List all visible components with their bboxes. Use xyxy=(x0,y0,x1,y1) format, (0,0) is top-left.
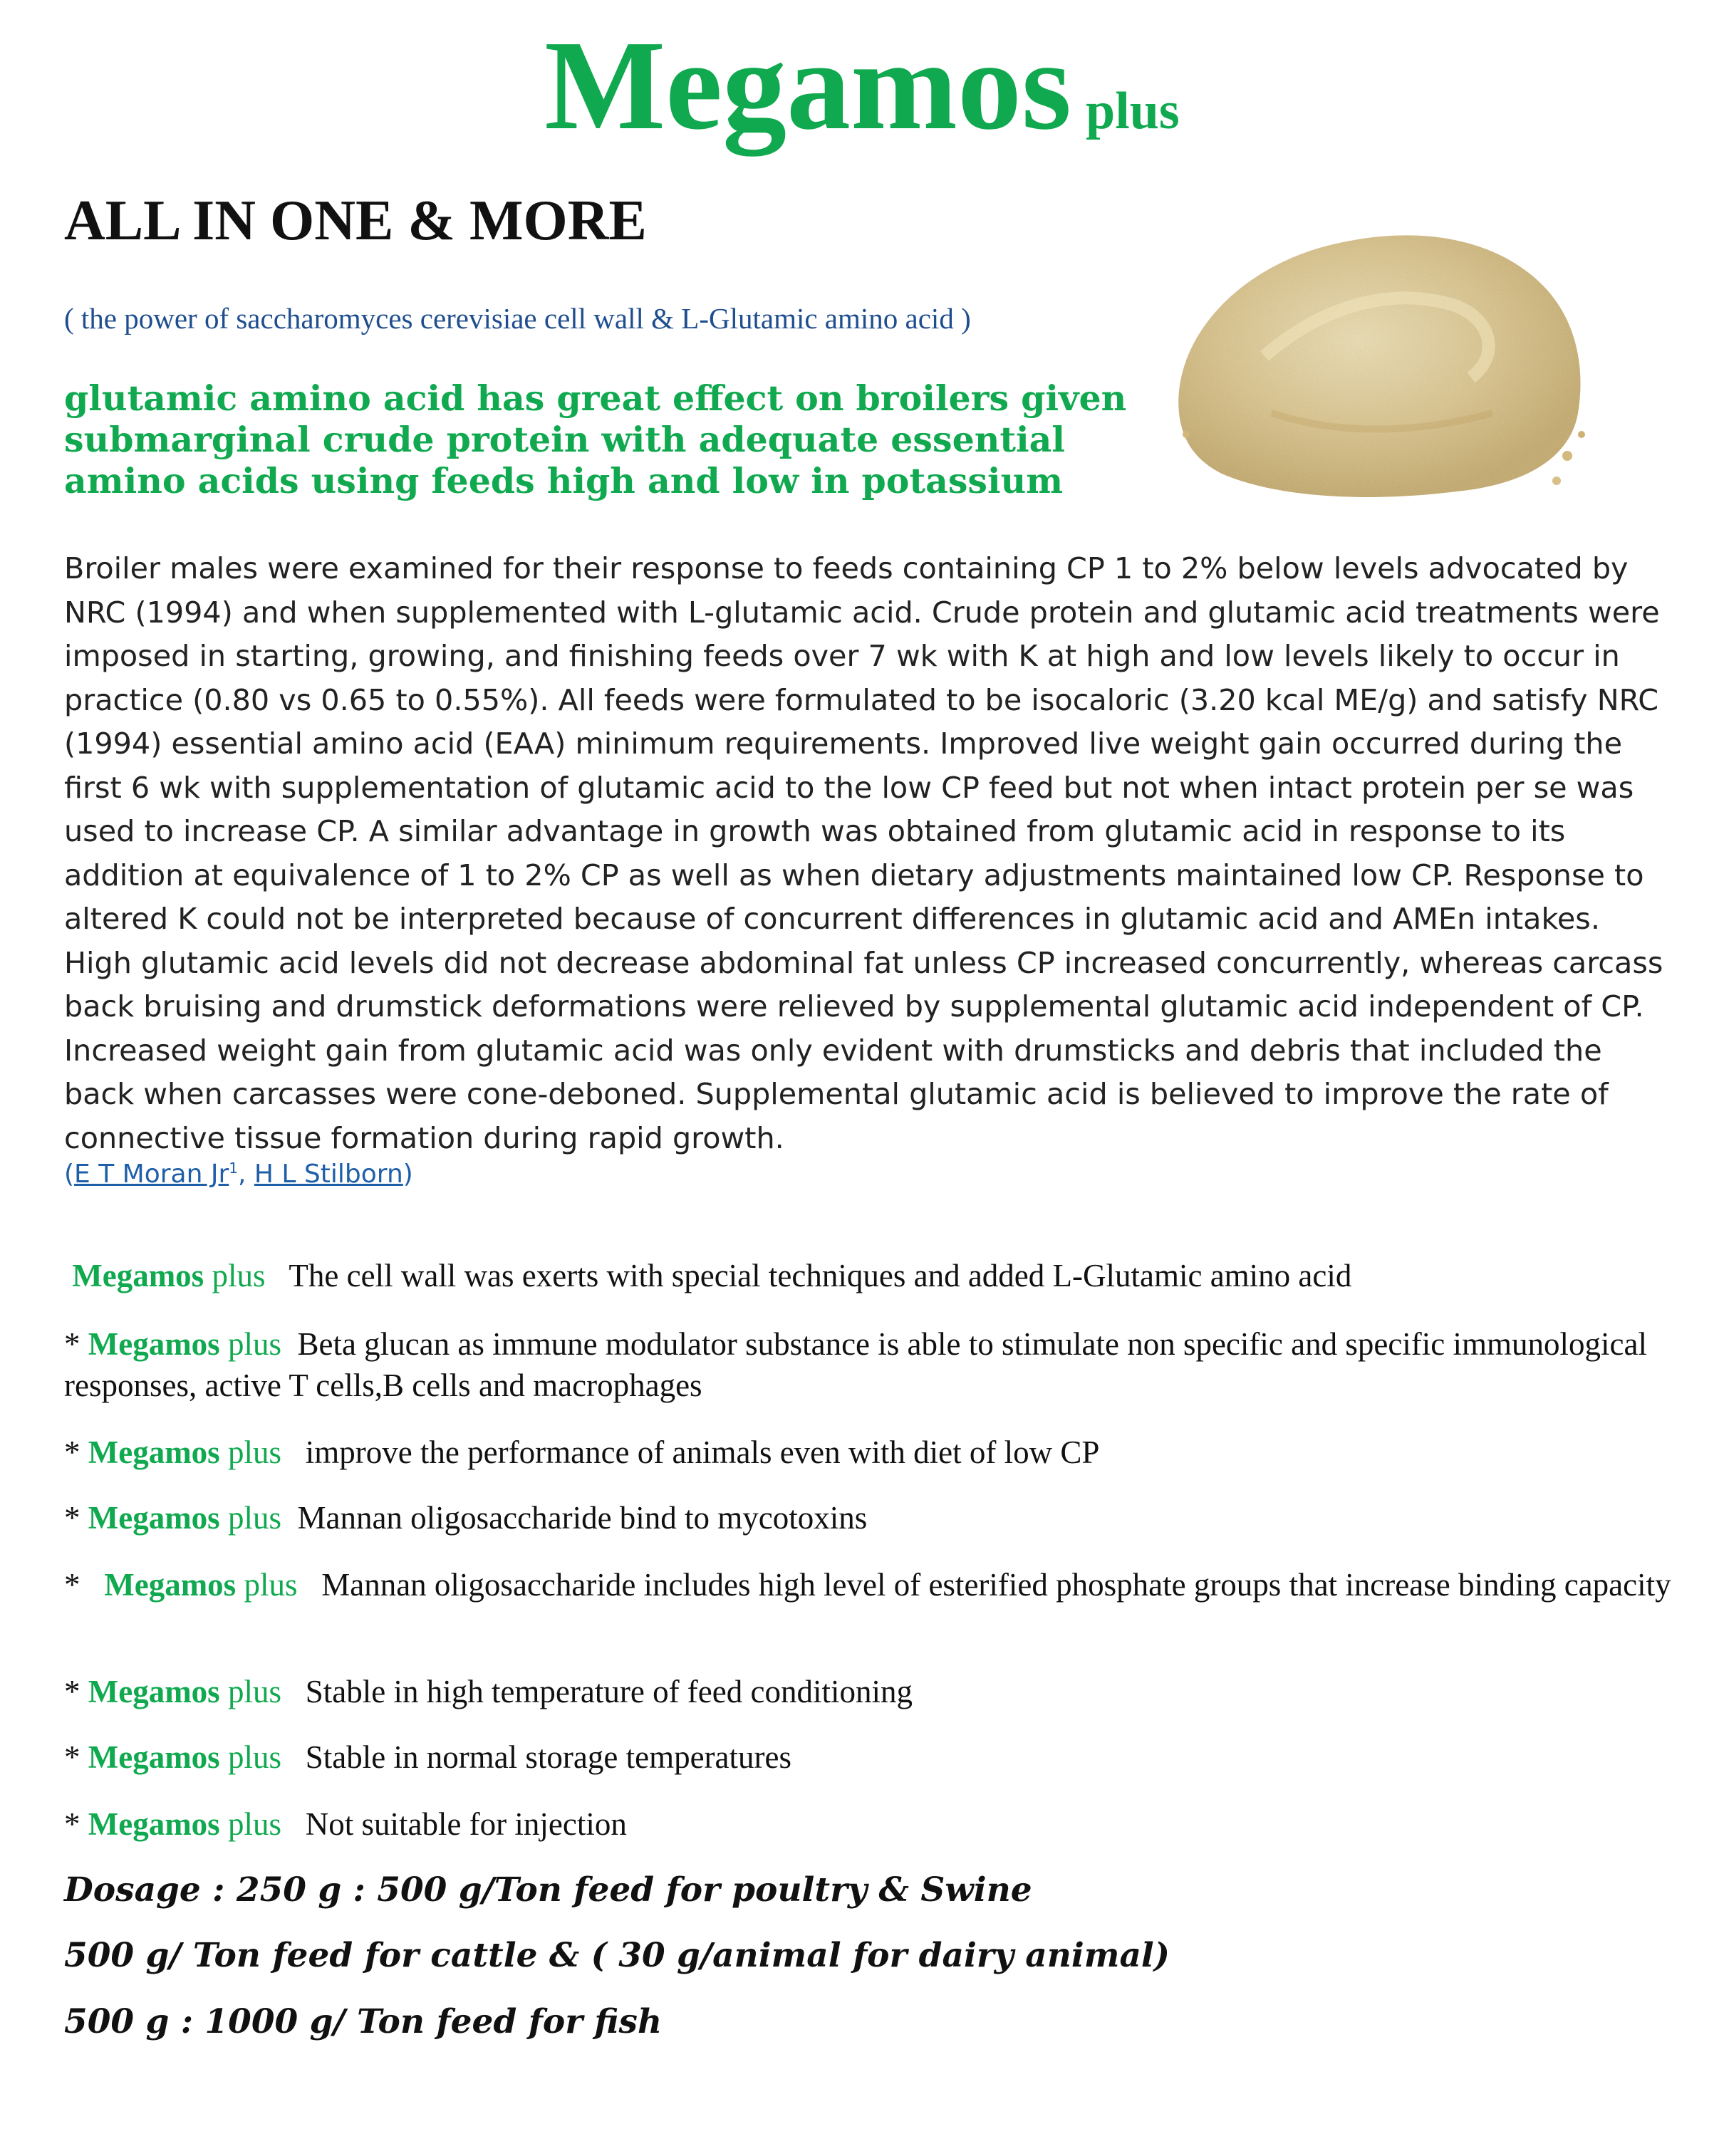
citation-separator: , xyxy=(238,1160,254,1189)
feature-brand: Megamos xyxy=(88,1326,220,1362)
feature-brand: Megamos xyxy=(88,1500,220,1536)
citation-open: ( xyxy=(64,1160,75,1189)
feature-bullet: * xyxy=(64,1434,81,1470)
feature-brand: Megamos xyxy=(104,1567,237,1603)
feature-item xyxy=(64,1671,1674,1712)
feature-bullet: * xyxy=(64,1806,81,1842)
feature-bullet: * xyxy=(64,1326,81,1362)
feature-text: Beta glucan as immune modulator substance is able to stimulate non specific and specific immunological responses, active T cells,B cells and macrophages xyxy=(64,1326,1647,1403)
feature-bullet: * xyxy=(64,1674,81,1709)
citation xyxy=(64,1160,413,1189)
feature-text: Mannan oligosaccharide bind to mycotoxins xyxy=(297,1500,868,1536)
feature-brand-suffix: plus xyxy=(227,1326,281,1362)
author-superscript: 1 xyxy=(229,1160,239,1177)
feature-brand-suffix: plus xyxy=(244,1567,298,1603)
feature-brand-suffix: plus xyxy=(227,1500,281,1536)
feature-brand-suffix: plus xyxy=(227,1739,281,1775)
feature-brand-suffix: plus xyxy=(227,1674,281,1709)
abstract-paragraph: Broiler males were examined for their response to feeds containing CP 1 to 2% below levels advocated by NRC (1994) and when supplemented with L-glutamic acid. Crude protein and glutamic acid treatments were imposed in starting, growing, and finishing feeds over 7 wk with K at high and low levels likely to occur in practice (0.80 vs 0.65 to 0.55%). All feeds were formulated to be isocaloric (3.20 kcal ME/g) and satisfy NRC (1994) essential amino acid (EAA) minimum requirements. Improved live weight gain occurred during the first 6 wk with supplementation of glutamic acid to the low CP feed but not when intact protein per se was used to increase CP. A similar advantage in growth was obtained from glutamic acid in response to its addition at equivalence of 1 to 2% CP as well as when dietary adjustments maintained low CP. Response to altered K could not be interpreted because of concurrent differences in glutamic acid and AMEn intakes. High glutamic acid levels did not decrease abdominal fat unless CP increased concurrently, whereas carcass back bruising and drumstick deformations were relieved by supplemental glutamic acid independent of CP. Increased weight gain from glutamic acid was only evident with drumsticks and debris that included the back when carcasses were cone-deboned. Supplemental glutamic acid is believed to improve the rate of connective tissue formation during rapid growth. xyxy=(64,551,1663,1155)
feature-text: Not suitable for injection xyxy=(305,1806,627,1842)
feature-item xyxy=(64,1564,1674,1605)
feature-bullet: * xyxy=(64,1567,81,1603)
feature-item xyxy=(64,1255,1674,1296)
feature-brand: Megamos xyxy=(88,1434,220,1470)
feature-brand-suffix: plus xyxy=(227,1806,281,1842)
feature-item xyxy=(64,1803,1674,1845)
feature-brand-suffix: plus xyxy=(212,1258,266,1293)
feature-brand: Megamos xyxy=(88,1806,220,1842)
feature-item xyxy=(64,1323,1674,1406)
feature-text: improve the performance of animals even with diet of low CP xyxy=(305,1434,1100,1470)
section-heading: glutamic amino acid has great effect on broilers given submarginal crude protein with adequate essential amino acids using feeds high and low in potassium xyxy=(64,377,1127,501)
feature-brand: Megamos xyxy=(88,1674,220,1709)
feature-item xyxy=(64,1497,1674,1538)
dosage-line-poultry-swine: Dosage : 250 g : 500 g/Ton feed for poultry & Swine xyxy=(64,1870,1032,1910)
citation-close: ) xyxy=(403,1160,413,1189)
feature-brand-suffix: plus xyxy=(227,1434,281,1470)
feature-item xyxy=(64,1432,1674,1473)
feature-bullet: * xyxy=(64,1500,81,1536)
page-title xyxy=(0,14,1724,156)
dosage-line-cattle: 500 g/ Ton feed for cattle & ( 30 g/animal for dairy animal) xyxy=(64,1936,1170,1975)
feature-brand: Megamos xyxy=(72,1258,204,1293)
author-link-stilborn[interactable]: H L Stilborn xyxy=(254,1160,403,1189)
headline: ALL IN ONE & MORE xyxy=(64,189,647,252)
feature-text: Stable in high temperature of feed conditioning xyxy=(305,1674,913,1709)
yeast-powder-pile-icon xyxy=(1158,199,1599,506)
brand-name: Megamos xyxy=(544,14,1072,156)
feature-text: The cell wall was exerts with special techniques and added L-Glutamic amino acid xyxy=(289,1258,1352,1293)
feature-text: Mannan oligosaccharide includes high level of esterified phosphate groups that increase binding capacity xyxy=(321,1567,1671,1603)
feature-text: Stable in normal storage temperatures xyxy=(305,1739,791,1775)
feature-item xyxy=(64,1736,1674,1778)
dosage-line-fish: 500 g : 1000 g/ Ton feed for fish xyxy=(64,2002,663,2041)
author-link-moran[interactable]: E T Moran Jr xyxy=(74,1160,229,1189)
feature-brand: Megamos xyxy=(88,1739,220,1775)
brand-suffix: plus xyxy=(1086,82,1180,140)
subtitle: ( the power of saccharomyces cerevisiae cell wall & L-Glutamic amino acid ) xyxy=(64,302,971,335)
feature-bullet: * xyxy=(64,1739,81,1775)
